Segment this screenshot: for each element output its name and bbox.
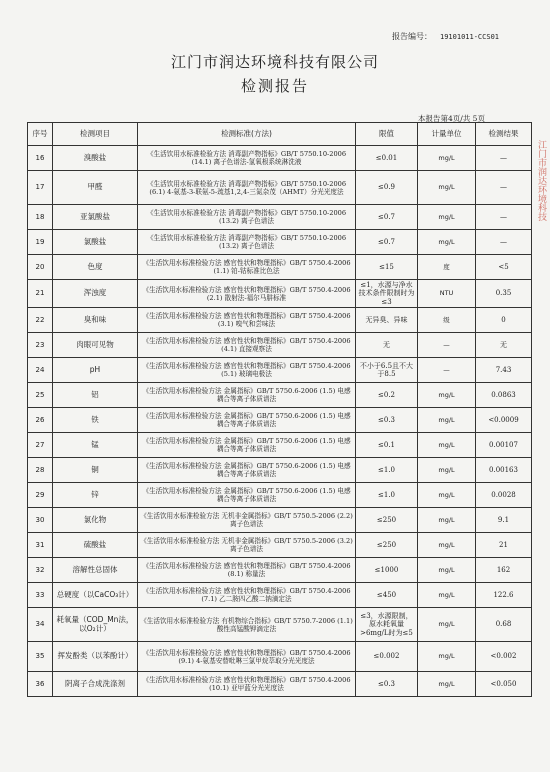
row-standard: 《生活饮用水标准检验方法 感官性状和物理指标》GB/T 5750.4-2006 (8.1) 称量法 (138, 558, 356, 583)
row-unit: 度 (418, 255, 476, 280)
row-result: 0 (476, 308, 532, 333)
row-unit: mg/L (418, 458, 476, 483)
row-unit: mg/L (418, 672, 476, 697)
report-number (392, 31, 499, 42)
table-row (28, 308, 532, 333)
table-row (28, 171, 532, 205)
row-item: 耗氧量（COD_Mn法，以O₂计） (53, 608, 138, 642)
table-row (28, 642, 532, 672)
header-limit: 限值 (356, 123, 418, 146)
row-seq: 21 (28, 280, 53, 308)
table-body (28, 146, 532, 697)
company-seal-stamp: 江门市润达环境科技 (536, 140, 546, 221)
row-result: 162 (476, 558, 532, 583)
row-unit: mg/L (418, 583, 476, 608)
row-standard: 《生活饮用水标准检验方法 感官性状和物理指标》GB/T 5750.4-2006 (3.1) 嗅气和尝味法 (138, 308, 356, 333)
row-unit: mg/L (418, 408, 476, 433)
row-limit: ≤0.01 (356, 146, 418, 171)
row-seq: 16 (28, 146, 53, 171)
row-result: 122.6 (476, 583, 532, 608)
row-result: <0.050 (476, 672, 532, 697)
table-row (28, 508, 532, 533)
row-result: — (476, 171, 532, 205)
row-standard: 《生活饮用水标准检验方法 无机非金属指标》GB/T 5750.5-2006 (3.2) 离子色谱法 (138, 533, 356, 558)
row-result: 0.0863 (476, 383, 532, 408)
table-row (28, 433, 532, 458)
row-seq: 33 (28, 583, 53, 608)
table-row (28, 333, 532, 358)
row-limit: ≤0.3 (356, 408, 418, 433)
row-limit: ≤250 (356, 533, 418, 558)
header-standard: 检测标准(方法) (138, 123, 356, 146)
row-seq: 18 (28, 205, 53, 230)
row-seq: 20 (28, 255, 53, 280)
row-result: 0.00107 (476, 433, 532, 458)
row-standard: 《生活饮用水标准检验方法 金属指标》GB/T 5750.6-2006 (1.5) 电感耦合等离子体质谱法 (138, 408, 356, 433)
row-item: 亚氯酸盐 (53, 205, 138, 230)
row-limit: ≤0.7 (356, 230, 418, 255)
row-result: 0.00163 (476, 458, 532, 483)
row-item: 锌 (53, 483, 138, 508)
row-limit: ≤450 (356, 583, 418, 608)
row-limit: 无 (356, 333, 418, 358)
row-seq: 17 (28, 171, 53, 205)
row-seq: 19 (28, 230, 53, 255)
table-row (28, 558, 532, 583)
row-limit: 不小于6.5且不大于8.5 (356, 358, 418, 383)
row-item: 色度 (53, 255, 138, 280)
row-limit: ≤0.002 (356, 642, 418, 672)
row-seq: 36 (28, 672, 53, 697)
row-limit: ≤0.1 (356, 433, 418, 458)
row-unit: mg/L (418, 146, 476, 171)
page-info: 本报告第4页/共 5页 (418, 114, 485, 123)
row-standard: 《生活饮用水标准检验方法 金属指标》GB/T 5750.6-2006 (1.5) 电感耦合等离子体质谱法 (138, 433, 356, 458)
row-result: 7.43 (476, 358, 532, 383)
row-item: 总硬度（以CaCO₃计） (53, 583, 138, 608)
row-item: 甲醛 (53, 171, 138, 205)
row-limit: ≤1，水源与净水技术条件限制时为≤3 (356, 280, 418, 308)
row-unit: mg/L (418, 533, 476, 558)
row-unit: — (418, 358, 476, 383)
table-row (28, 383, 532, 408)
row-item: 铝 (53, 383, 138, 408)
row-result: 0.35 (476, 280, 532, 308)
row-item: 肉眼可见物 (53, 333, 138, 358)
row-standard: 《生活饮用水标准检验方法 感官性状和物理指标》GB/T 5750.4-2006 (1.1) 铂-钴标准比色法 (138, 255, 356, 280)
row-seq: 28 (28, 458, 53, 483)
row-seq: 30 (28, 508, 53, 533)
row-unit: mg/L (418, 230, 476, 255)
row-standard: 《生活饮用水标准检验方法 金属指标》GB/T 5750.6-2006 (1.5) 电感耦合等离子体质谱法 (138, 458, 356, 483)
row-limit: ≤3，水源限制，原水耗氧量>6mg/L时为≤5 (356, 608, 418, 642)
row-unit: mg/L (418, 205, 476, 230)
row-result: 9.1 (476, 508, 532, 533)
row-seq: 34 (28, 608, 53, 642)
row-item: 挥发酚类（以苯酚计） (53, 642, 138, 672)
header-result: 检测结果 (476, 123, 532, 146)
table-row (28, 608, 532, 642)
table-row (28, 408, 532, 433)
row-seq: 22 (28, 308, 53, 333)
table-row (28, 230, 532, 255)
report-number-value: 19101011-CCS01 (440, 33, 500, 41)
row-result: 无 (476, 333, 532, 358)
row-seq: 24 (28, 358, 53, 383)
row-item: 溶解性总固体 (53, 558, 138, 583)
row-item: 阴离子合成洗涤剂 (53, 672, 138, 697)
row-result: 0.0028 (476, 483, 532, 508)
row-standard: 《生活饮用水标准检验方法 有机物综合指标》GB/T 5750.7-2006 (1.1) 酸性高锰酸钾滴定法 (138, 608, 356, 642)
row-unit: mg/L (418, 383, 476, 408)
row-limit: ≤1000 (356, 558, 418, 583)
row-seq: 32 (28, 558, 53, 583)
row-limit: ≤1.0 (356, 483, 418, 508)
row-item: 铜 (53, 458, 138, 483)
header-item: 检测项目 (53, 123, 138, 146)
row-result: — (476, 146, 532, 171)
row-unit: mg/L (418, 171, 476, 205)
row-item: 浑浊度 (53, 280, 138, 308)
row-limit: 无异臭、异味 (356, 308, 418, 333)
row-unit: NTU (418, 280, 476, 308)
row-limit: ≤15 (356, 255, 418, 280)
row-item: 氯化物 (53, 508, 138, 533)
row-result: 21 (476, 533, 532, 558)
row-unit: mg/L (418, 608, 476, 642)
row-limit: ≤250 (356, 508, 418, 533)
table-row (28, 458, 532, 483)
row-item: 锰 (53, 433, 138, 458)
row-standard: 《生活饮用水标准检验方法 感官性状和物理指标》GB/T 5750.4-2006 (10.1) 亚甲蓝分光光度法 (138, 672, 356, 697)
row-standard: 《生活饮用水标准检验方法 无机非金属指标》GB/T 5750.5-2006 (2.2) 离子色谱法 (138, 508, 356, 533)
row-seq: 31 (28, 533, 53, 558)
row-standard: 《生活饮用水标准检验方法 消毒副产物指标》GB/T 5750.10-2006 (6.1) 4-氨基-3-联氨-5-巯基1,2,4-三氮杂茂（AHMT）分光光度法 (138, 171, 356, 205)
row-limit: ≤0.3 (356, 672, 418, 697)
row-unit: mg/L (418, 642, 476, 672)
header-seq: 序号 (28, 123, 53, 146)
table-row (28, 483, 532, 508)
row-seq: 25 (28, 383, 53, 408)
row-result: <0.002 (476, 642, 532, 672)
row-item: 氯酸盐 (53, 230, 138, 255)
row-limit: ≤0.9 (356, 171, 418, 205)
row-standard: 《生活饮用水标准检验方法 金属指标》GB/T 5750.6-2006 (1.5) 电感耦合等离子体质谱法 (138, 483, 356, 508)
row-seq: 35 (28, 642, 53, 672)
row-result: 0.68 (476, 608, 532, 642)
table-header-row (28, 123, 532, 146)
row-seq: 26 (28, 408, 53, 433)
row-item: 铁 (53, 408, 138, 433)
row-item: 硫酸盐 (53, 533, 138, 558)
row-unit: — (418, 333, 476, 358)
table-row (28, 672, 532, 697)
row-standard: 《生活饮用水标准检验方法 消毒副产物指标》GB/T 5750.10-2006 (13.2) 离子色谱法 (138, 230, 356, 255)
table-row (28, 146, 532, 171)
row-unit: mg/L (418, 433, 476, 458)
row-limit: ≤0.2 (356, 383, 418, 408)
row-standard: 《生活饮用水标准检验方法 感官性状和物理指标》GB/T 5750.4-2006 (2.1) 散射法-福尔马肼标准 (138, 280, 356, 308)
row-unit: mg/L (418, 508, 476, 533)
row-standard: 《生活饮用水标准检验方法 感官性状和物理指标》GB/T 5750.4-2006 (7.1) 乙二胺四乙酸二钠滴定法 (138, 583, 356, 608)
table-row (28, 533, 532, 558)
row-item: pH (53, 358, 138, 383)
row-item: 臭和味 (53, 308, 138, 333)
table-row (28, 255, 532, 280)
row-result: <0.0009 (476, 408, 532, 433)
row-result: <5 (476, 255, 532, 280)
row-result: — (476, 205, 532, 230)
row-unit: 级 (418, 308, 476, 333)
report-title: 检测报告 (240, 77, 309, 95)
row-limit: ≤1.0 (356, 458, 418, 483)
row-unit: mg/L (418, 483, 476, 508)
row-standard: 《生活饮用水标准检验方法 消毒副产物指标》GB/T 5750.10-2006 (14.1) 离子色谱法-氢氧根系统淋洗液 (138, 146, 356, 171)
table-row (28, 280, 532, 308)
row-limit: ≤0.7 (356, 205, 418, 230)
row-standard: 《生活饮用水标准检验方法 感官性状和物理指标》GB/T 5750.4-2006 (9.1) 4-氨基安替吡啉三氯甲烷萃取分光光度法 (138, 642, 356, 672)
table-row (28, 205, 532, 230)
row-standard: 《生活饮用水标准检验方法 消毒副产物指标》GB/T 5750.10-2006 (13.2) 离子色谱法 (138, 205, 356, 230)
row-standard: 《生活饮用水标准检验方法 感官性状和物理指标》GB/T 5750.4-2006 (4.1) 直接观察法 (138, 333, 356, 358)
table-row (28, 583, 532, 608)
row-standard: 《生活饮用水标准检验方法 感官性状和物理指标》GB/T 5750.4-2006 (5.1) 玻璃电极法 (138, 358, 356, 383)
row-seq: 29 (28, 483, 53, 508)
company-name: 江门市润达环境科技有限公司 (170, 53, 379, 71)
row-unit: mg/L (418, 558, 476, 583)
row-standard: 《生活饮用水标准检验方法 金属指标》GB/T 5750.6-2006 (1.5) 电感耦合等离子体质谱法 (138, 383, 356, 408)
table-row (28, 358, 532, 383)
test-results-table (27, 122, 532, 697)
row-seq: 23 (28, 333, 53, 358)
report-number-label: 报告编号： (392, 32, 432, 41)
row-seq: 27 (28, 433, 53, 458)
row-item: 溴酸盐 (53, 146, 138, 171)
row-result: — (476, 230, 532, 255)
header-unit: 计量单位 (418, 123, 476, 146)
